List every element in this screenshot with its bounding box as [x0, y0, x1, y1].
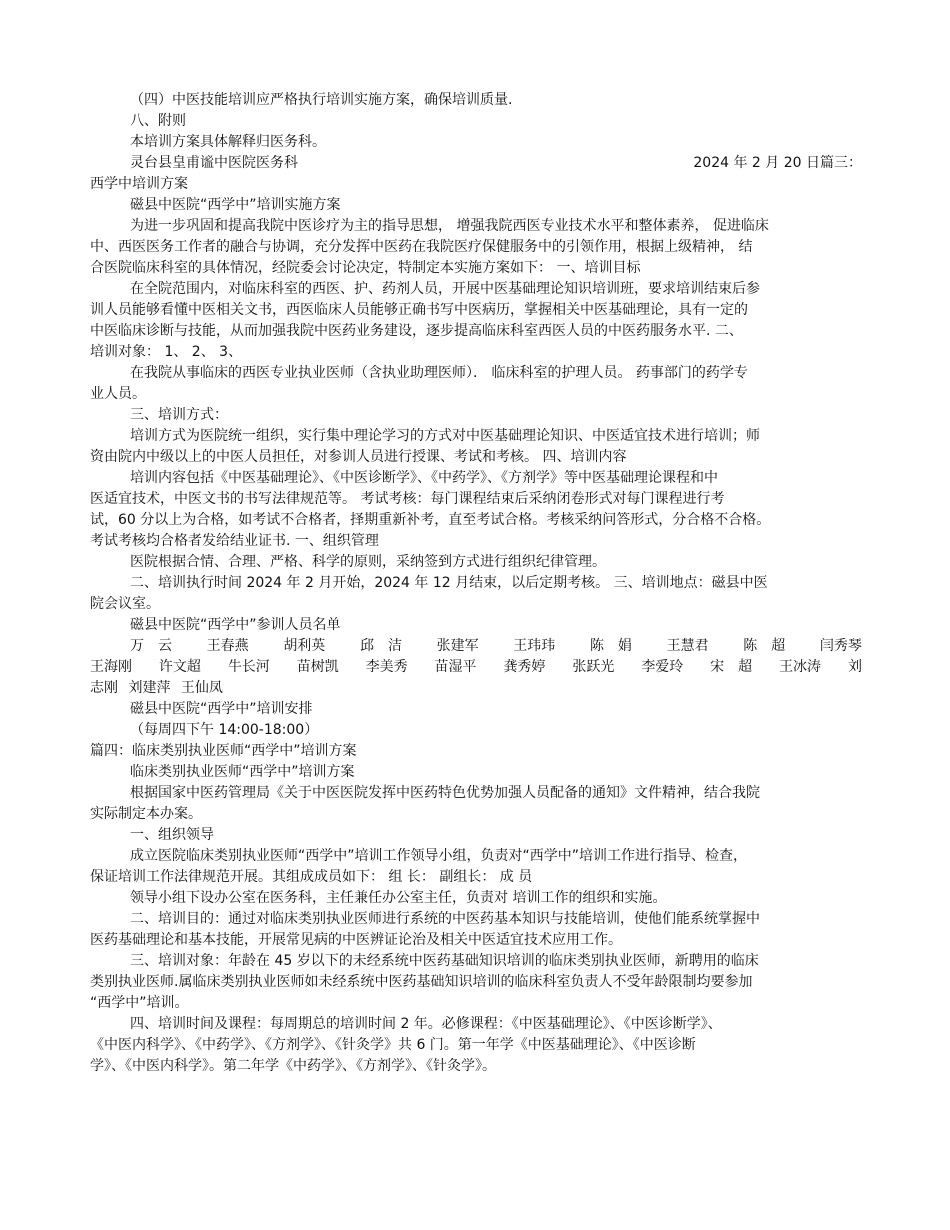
participant-name: 王慧君: [666, 638, 709, 654]
name-list-row: [90, 678, 862, 699]
text-line: 根据国家中医药管理局《关于中医医院发挥中医药特色优势加强人员配备的通知》文件精神，结合我院: [130, 785, 760, 801]
name-list-row: [90, 636, 862, 657]
text-line: 领导小组下设办公室在医务科，主任兼任办公室主任，负责对 培训工作的组织和实施。: [130, 890, 667, 906]
text-line: 合医院临床科室的具体情况，经院委会讨论决定，特制定本实施方案如下： 一、培训目标: [90, 260, 641, 276]
text-line: 三、培训对象：年龄在 45 岁以下的未经系统中医药基础知识培训的临床类别执业医师，新聘用的临床: [130, 953, 759, 969]
text-line: 实际制定本办案。: [90, 806, 202, 822]
participant-name: 志刚: [90, 680, 118, 696]
name-list-row: [90, 657, 862, 678]
participant-name: 张跃光: [572, 659, 615, 675]
text-line: 成立医院临床类别执业医师“西学中”培训工作领导小组，负责对“西学中”培训工作进行指导、检查，: [130, 848, 748, 864]
signature-line: [90, 153, 862, 174]
text-line: 保证培训工作法律规范开展。其组成成员如下： 组 长： 副组长： 成 员: [90, 869, 533, 885]
text-line: 本培训方案具体解释归医务科。: [130, 134, 326, 150]
text-line: 二、培训执行时间 2024 年 2 月开始，2024 年 12 月结束，以后定期考核。 三、培训地点：磁县中医: [130, 575, 768, 591]
participant-name: 闫秀琴: [819, 638, 862, 654]
text-line: 四、培训时间及课程：每周期总的培训时间 2 年。必修课程：《中医基础理论》、《中医诊断学》、: [130, 1016, 722, 1032]
text-line: 二、培训目的：通过对临床类别执业医师进行系统的中医药基本知识与技能培训，使他们能系统掌握中: [130, 911, 760, 927]
section-heading: 三、培训方式：: [130, 407, 228, 423]
participant-name: 陈 娟: [589, 638, 632, 654]
text-line: 院会议室。: [90, 596, 160, 612]
participant-name: 李美秀: [365, 659, 408, 675]
text-line: 中医临床诊断与技能，从而加强我院中医药业务建设，逐步提高临床科室西医人员的中医药服务水平. 二、: [90, 323, 743, 339]
text-line: 医适宜技术，中医文书的书写法律规范等。 考试考核：每门课程结束后采纳闭卷形式对每门课程进行考: [90, 491, 725, 507]
signature-date: 2024 年 2 月 20 日篇三：: [693, 155, 862, 171]
text-line: 学》、《中医内科学》。第二年学《中药学》、《方剂学》、《针灸学》。: [90, 1058, 496, 1074]
participant-name: 刘建萍: [128, 680, 171, 696]
participant-name: 王仙凤: [180, 680, 223, 696]
participant-name: 邱 洁: [359, 638, 402, 654]
participant-name: 苗树凯: [296, 659, 339, 675]
document-subtitle: 临床类别执业医师“西学中”培训方案: [130, 764, 355, 780]
participant-name: 牛长河: [227, 659, 270, 675]
text-line: 训人员能够看懂中医相关文书，西医临床人员能够正确书写中医病历，掌握相关中医基础理论，具有一定的: [90, 302, 748, 318]
participant-name: 陈 超: [743, 638, 786, 654]
text-line: 培训内容包括《中医基础理论》、《中医诊断学》、《中药学》、《方剂学》等中医基础理论课程和中: [130, 470, 718, 486]
schedule-time: （每周四下午 14:00-18:00）: [130, 722, 319, 738]
text-line: 试，60 分以上为合格，如考试不合格者，择期重新补考，直至考试合格。考核采纳问答形式，分合格不合格。: [90, 512, 771, 528]
text-line: 医药基础理论和基本技能，开展常见病的中医辨证论治及相关中医适宜技术应用工作。: [90, 932, 622, 948]
participant-name: 许文超: [158, 659, 201, 675]
text-line: 培训方式为医院统一组织，实行集中理论学习的方式对中医基础理论知识、中医适宜技术进行培训；师: [130, 428, 760, 444]
participant-name: 王春燕: [206, 638, 249, 654]
signature-org: 灵台县皇甫谧中医院医务科: [130, 155, 298, 171]
participant-name: 刘: [847, 659, 862, 675]
text-line: 业人员。: [90, 386, 146, 402]
text-line: 考试考核均合格者发给结业证书. 一、组织管理: [90, 533, 379, 549]
text-line: 医院根据合情、合理、严格、科学的原则，采纳签到方式进行组织纪律管理。: [130, 554, 606, 570]
list-title: 磁县中医院“西学中”参训人员名单: [130, 617, 341, 633]
participant-name: 王玮玮: [513, 638, 556, 654]
document-subtitle: 磁县中医院“西学中”培训实施方案: [130, 197, 341, 213]
document-title: 西学中培训方案: [90, 176, 188, 192]
section-heading: 八、附则: [130, 113, 186, 129]
schedule-title: 磁县中医院“西学中”培训安排: [130, 701, 313, 717]
text-line: 培训对象： 1、 2、 3、: [90, 344, 243, 360]
text-line: “西学中”培训。: [90, 995, 189, 1011]
text-line: 类别执业医师.属临床类别执业医师如未经系统中医药基础知识培训的临床科室负责人不受年龄限制均要参加: [90, 974, 753, 990]
text-line: 中、西医医务工作者的融合与协调，充分发挥中医药在我院医疗保健服务中的引领作用，根据上级精神， 结: [90, 239, 753, 255]
participant-name: 万 云: [130, 638, 172, 654]
participant-name: 胡利英: [283, 638, 326, 654]
text-line: 为进一步巩固和提高我院中医诊疗为主的指导思想， 增强我院西医专业技术水平和整体素养， 促进临床: [130, 218, 769, 234]
participant-name: 苗湿平: [434, 659, 477, 675]
text-line: 资由院内中级以上的中医人员担任，对参训人员进行授课、考试和考核。 四、培训内容: [90, 449, 627, 465]
text-line: （四）中医技能培训应严格执行培训实施方案，确保培训质量.: [130, 92, 513, 108]
participant-name: 宋 超: [710, 659, 753, 675]
text-line: 在全院范围内，对临床科室的西医、护、药剂人员，开展中医基础理论知识培训班，要求培训结束后参: [130, 281, 760, 297]
text-line: 《中医内科学》、《中药学》、《方剂学》、《针灸学》共 6 门。第一年学《中医基础理论》、《中医诊断: [90, 1037, 696, 1053]
document-page: [90, 90, 862, 1077]
participant-name: 李爱玲: [641, 659, 684, 675]
participant-name: 张建军: [436, 638, 479, 654]
participant-name: 王冰涛: [779, 659, 822, 675]
participant-name: 龚秀婷: [503, 659, 546, 675]
text-line: 在我院从事临床的西医专业执业医师（含执业助理医师）． 临床科室的护理人员。 药事部门的药学专: [130, 365, 748, 381]
section-heading: 一、组织领导: [130, 827, 214, 843]
section-title: 篇四：临床类别执业医师“西学中”培训方案: [90, 743, 357, 759]
participant-name: 王海刚: [90, 659, 132, 675]
